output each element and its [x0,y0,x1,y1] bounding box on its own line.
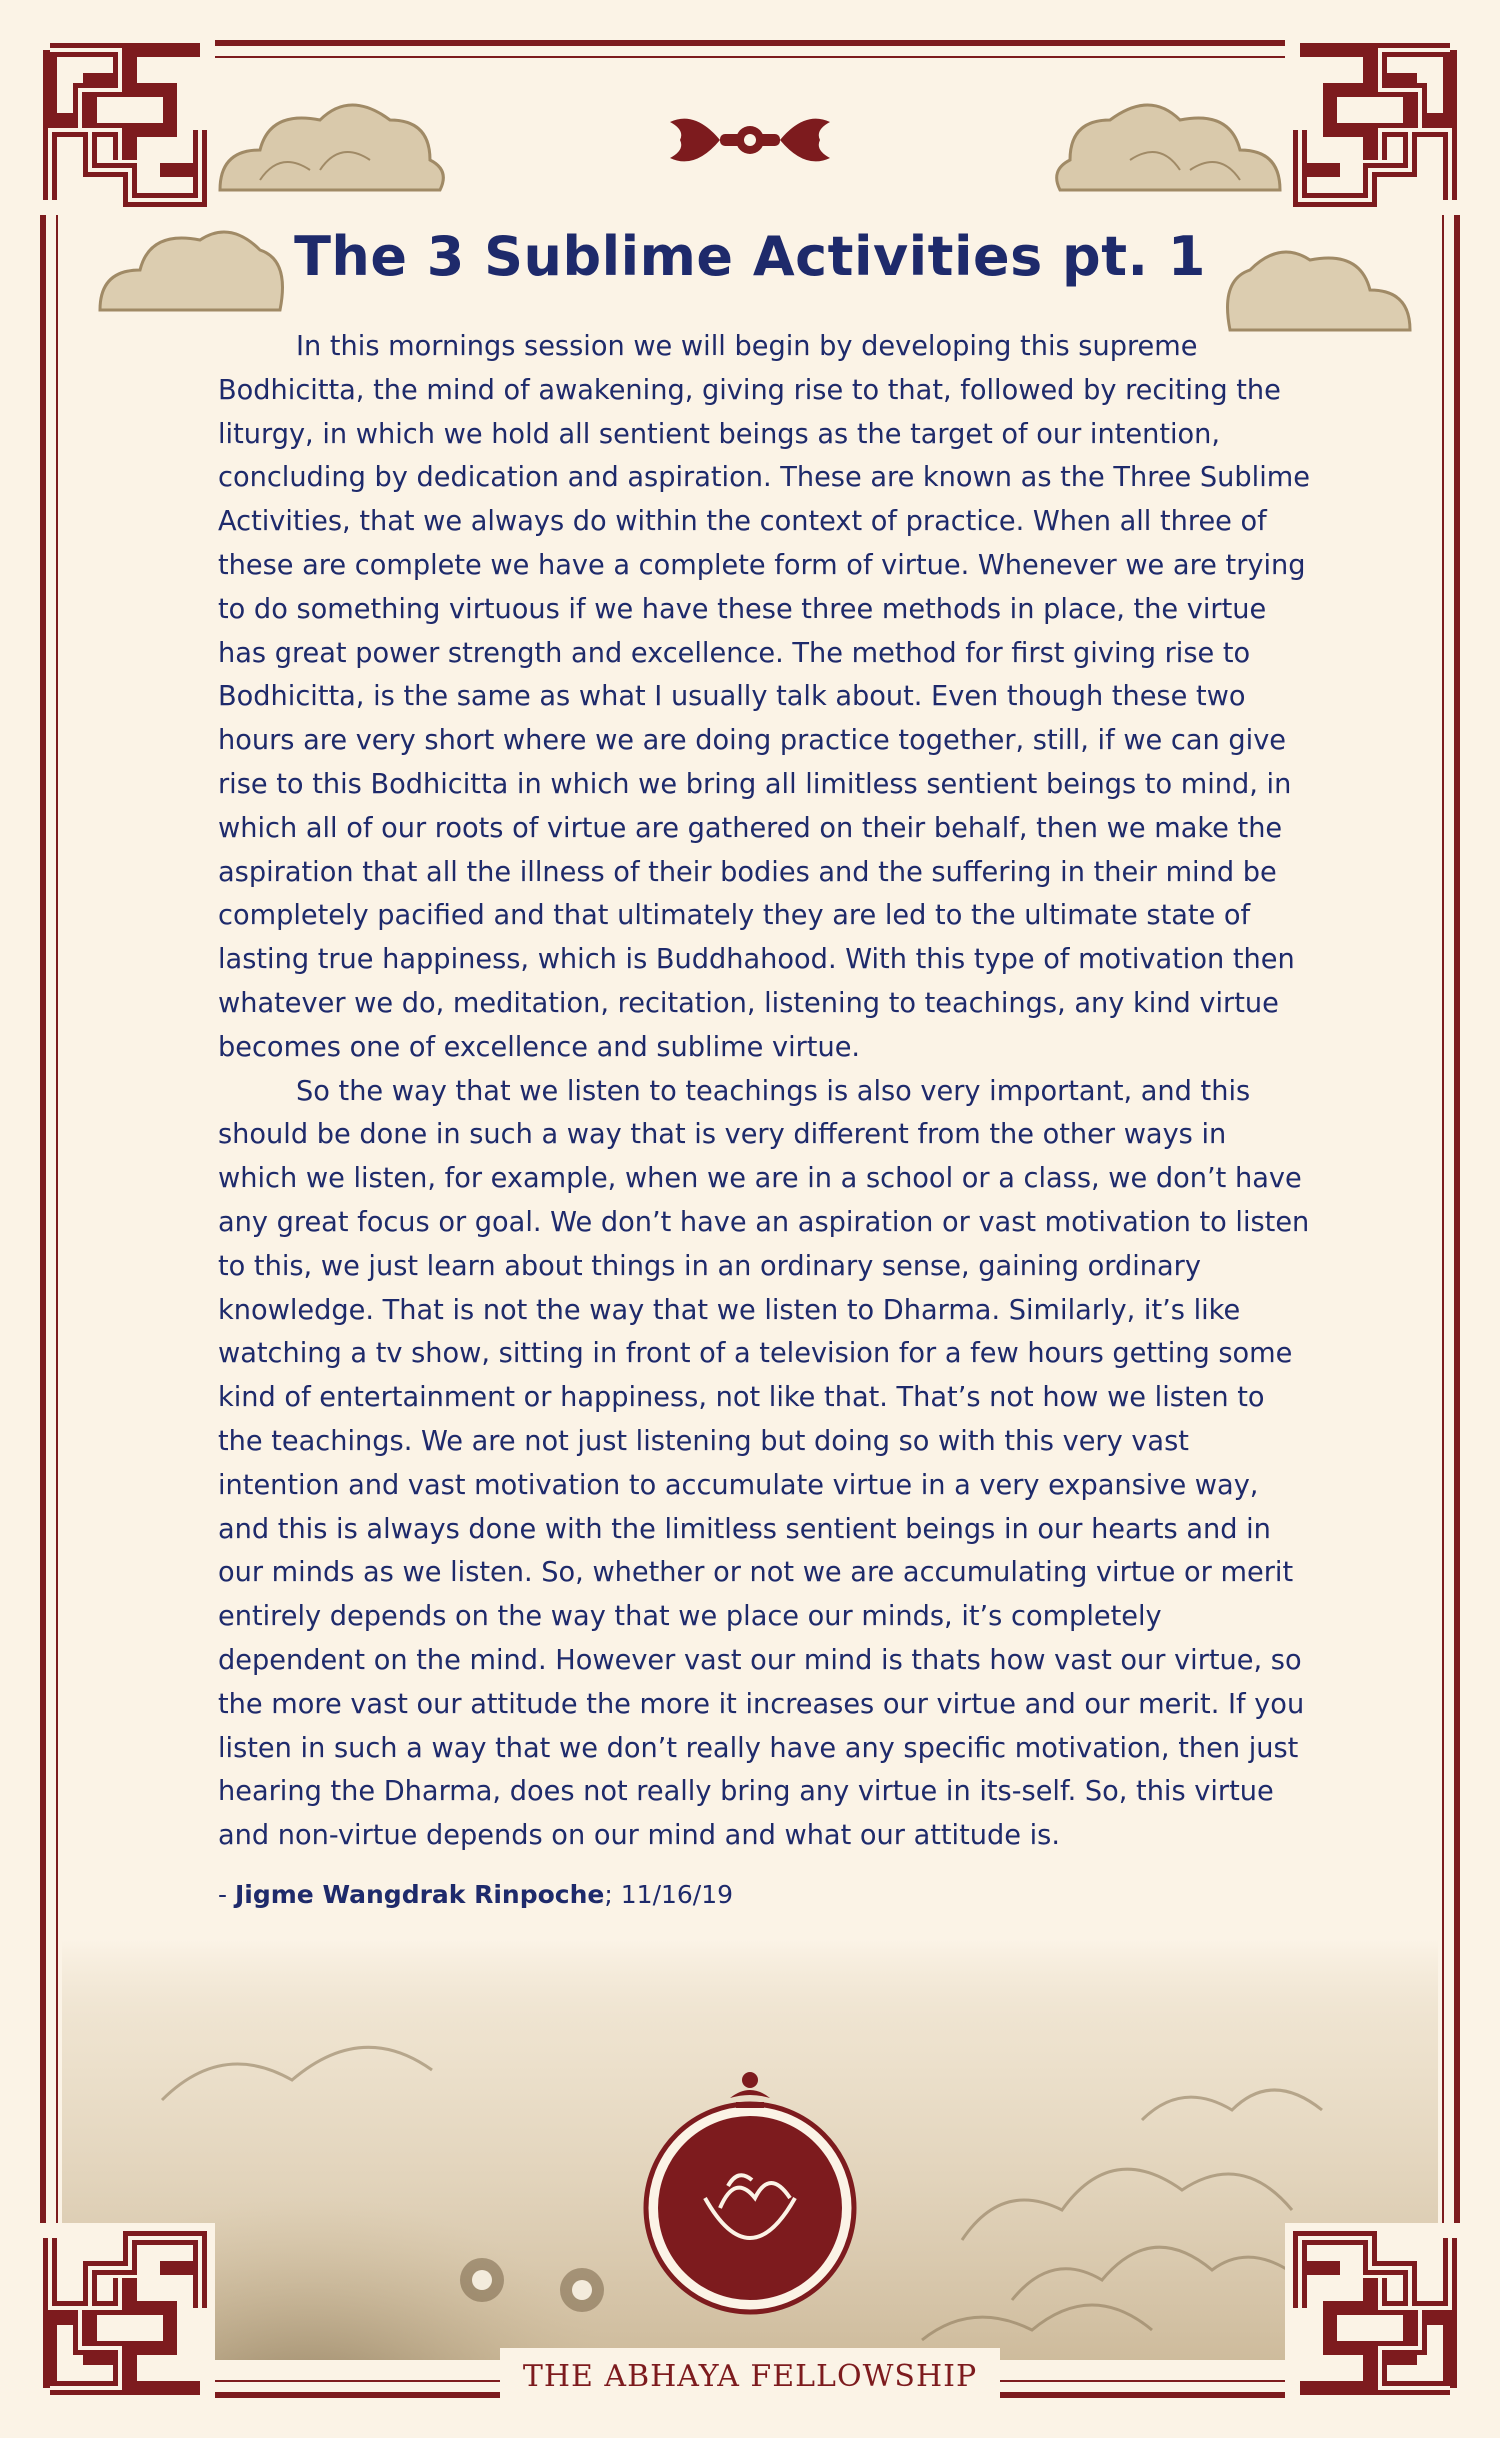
cloud-ornament [1040,90,1300,210]
attribution [218,1880,1313,1909]
endless-knot-icon [1280,2218,1470,2408]
paragraph: So the way that we listen to teachings is also very important, and this should be done in such a way that is very different from the other ways in which we listen, for example, when we are in a school or a class, we don’t have any great focus or goal. We don’t have an aspiration or vast motivation to listen to this, we just learn about things in an ordinary sense, gaining ordinary knowledge. That is not the way that we listen to Dharma. Similarly, it’s like watching a tv show, sitting in front of a television for a few hours getting some kind of entertainment or happiness, not like that. That’s not how we listen to the teachings. We are not just listening but doing so with this very vast intention and vast motivation to accumulate virtue in a very expansive way, and this is always done with the limitless sentient beings in our hearts and in our minds as we listen. So, whether or not we are accumulating virtue or merit entirely depends on the way that we place our minds, it’s completely dependent on the mind. However vast our mind is thats how vast our virtue, so the more vast our attitude the more it increases our virtue and our merit. If you listen in such a way that we don’t really have any specific motivation, then just hearing the Dharma, does not really bring any virtue in its-self. So, this virtue and non-virtue depends on our mind and what our attitude is. [218,1075,1310,1852]
attribution-date: ; 11/16/19 [604,1880,734,1909]
cloud-ornament [200,90,460,210]
footer-banner [500,2348,1000,2406]
attribution-prefix: - [218,1880,235,1909]
page-title: The 3 Sublime Activities pt. 1 [294,225,1206,288]
endless-knot-icon [30,2218,220,2408]
endless-knot-icon [1280,30,1470,220]
author-name: Jigme Wangdrak Rinpoche [234,1880,605,1909]
paragraph: In this mornings session we will begin by developing this supreme Bodhicitta, the mind of awakening, giving rise to that, followed by reciting the liturgy, in which we hold all sentient beings as the target of our intention, concluding by dedication and aspiration. These are known as the Three Sublime Activities, that we always do within the context of practice. When all three of these are complete we have a complete form of virtue. Whenever we are trying to do something virtuous if we have these three methods in place, the virtue has great power strength and excellence. The method for first giving rise to Bodhicitta, is the same as what I usually talk about. Even though these two hours are very short where we are doing practice together, still, if we can give rise to this Bodhicitta in which we bring all limitless sentient beings to mind, in which all of our roots of virtue are gathered on their behalf, then we make the aspiration that all the illness of their bodies and the suffering in their mind be completely pacified and that ultimately they are led to the ultimate state of lasting true happiness, which is Buddhahood. With this type of motivation then whatever we do, meditation, recitation, listening to teachings, any kind virtue becomes one of excellence and sublime virtue. [218,331,1310,1063]
endless-knot-icon [30,30,220,220]
abhaya-emblem-icon [640,2058,860,2318]
body-text [218,325,1313,1858]
vajra-icon [660,100,840,180]
organization-name: THE ABHAYA FELLOWSHIP [522,2359,978,2394]
